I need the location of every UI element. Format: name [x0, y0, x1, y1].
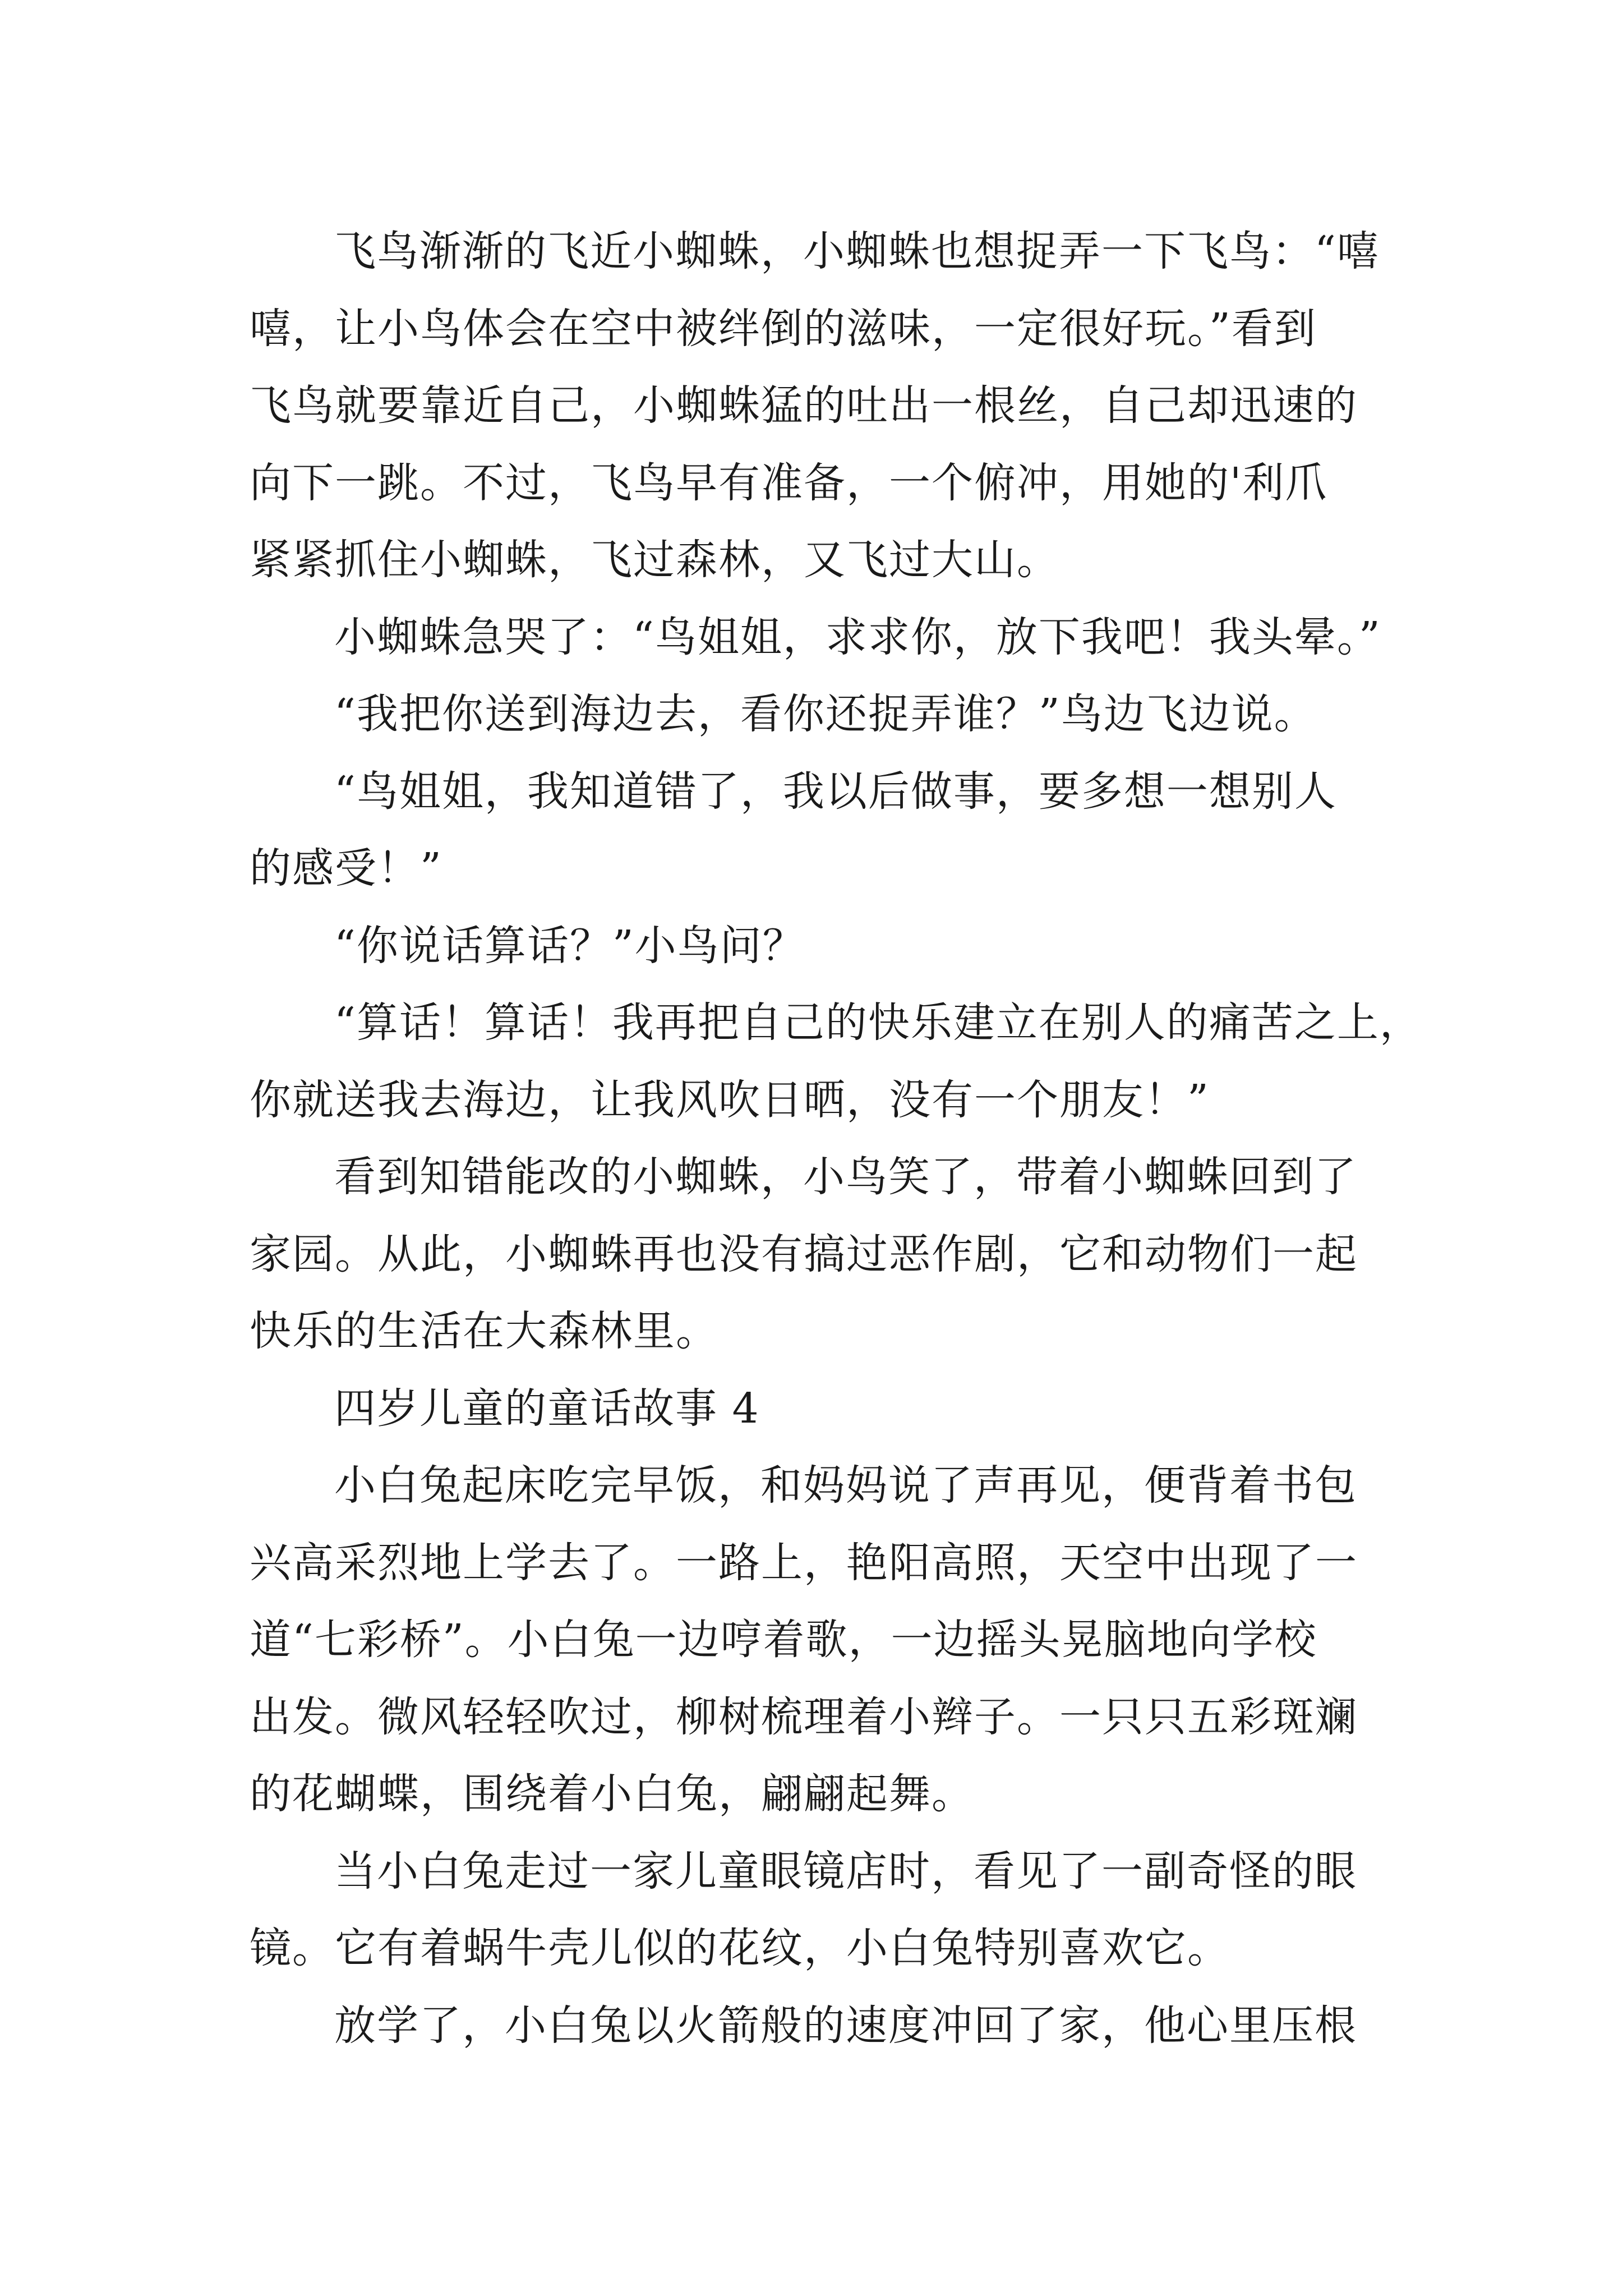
text-line: 放学了，小白兔以火箭般的速度冲回了家，他心里压根 — [334, 2001, 1357, 2050]
text-line: 飞鸟渐渐的飞近小蜘蛛，小蜘蛛也想捉弄一下飞鸟：“嘻 — [334, 227, 1380, 275]
text-line: 嘻，让小鸟体会在空中被绊倒的滋味，一定很好玩。”看到 — [250, 304, 1317, 353]
text-line: 的感受！” — [250, 844, 442, 892]
paragraph — [250, 1447, 1377, 1833]
paragraph — [250, 676, 1377, 753]
text-line: 的花蝴蝶，围绕着小白兔，翩翩起舞。 — [250, 1770, 974, 1818]
text-line: “算话！算话！我再把自己的快乐建立在别人的痛苦之上， — [334, 999, 1422, 1047]
text-line: 向下一跳。不过，飞鸟早有准备，一个俯冲，用她的'利爪 — [250, 458, 1328, 507]
paragraph — [250, 984, 1422, 1139]
text-line: 当小白兔走过一家儿童眼镜店时，看见了一副奇怪的眼 — [334, 1847, 1357, 1895]
text-line: 飞鸟就要靠近自己，小蜘蛛猛的吐出一根丝，自己却迅速的 — [250, 381, 1358, 430]
paragraph — [250, 213, 1380, 599]
text-line: 出发。微风轻轻吹过，柳树梳理着小辫子。一只只五彩斑斓 — [250, 1692, 1358, 1741]
text-line: 家园。从此，小蜘蛛再也没有搞过恶作剧，它和动物们一起 — [250, 1230, 1358, 1278]
text-line: 快乐的生活在大森林里。 — [250, 1307, 718, 1355]
paragraph — [250, 908, 1377, 985]
paragraph — [250, 1833, 1377, 1987]
text-line: “我把你送到海边去，看你还捉弄谁？”鸟边飞边说。 — [334, 690, 1317, 738]
paragraph — [250, 599, 1381, 677]
text-line: “鸟姐姐，我知道错了，我以后做事，要多想一想别人 — [334, 767, 1337, 816]
text-line: 小白兔起床吃完早饭，和妈妈说了声再见，便背着书包 — [334, 1461, 1357, 1510]
text-line: 镜。它有着蜗牛壳儿似的花纹，小白兔特别喜欢它。 — [250, 1924, 1230, 1972]
text-line: 你就送我去海边，让我风吹日晒，没有一个朋友！” — [250, 1075, 1210, 1124]
text-line: 紧紧抓住小蜘蛛，飞过森林，又飞过大山。 — [250, 536, 1059, 584]
heading-text: 四岁儿童的童话故事 4 — [334, 1384, 760, 1433]
text-line: 看到知错能改的小蜘蛛，小鸟笑了，带着小蜘蛛回到了 — [334, 1153, 1357, 1201]
paragraph — [250, 1987, 1377, 2065]
text-line: 小蜘蛛急哭了：“鸟姐姐，求求你，放下我吧！我头晕。” — [334, 613, 1381, 661]
section-heading — [250, 1370, 1377, 1448]
document-body — [250, 213, 1422, 2064]
paragraph — [250, 753, 1377, 908]
text-line: “你说话算话？”小鸟问？ — [334, 921, 805, 970]
text-line: 道“七彩桥”。小白兔一边哼着歌，一边摇头晃脑地向学校 — [250, 1616, 1317, 1664]
text-line: 兴高采烈地上学去了。一路上，艳阳高照，天空中出现了一 — [250, 1538, 1358, 1587]
paragraph — [250, 1139, 1377, 1370]
